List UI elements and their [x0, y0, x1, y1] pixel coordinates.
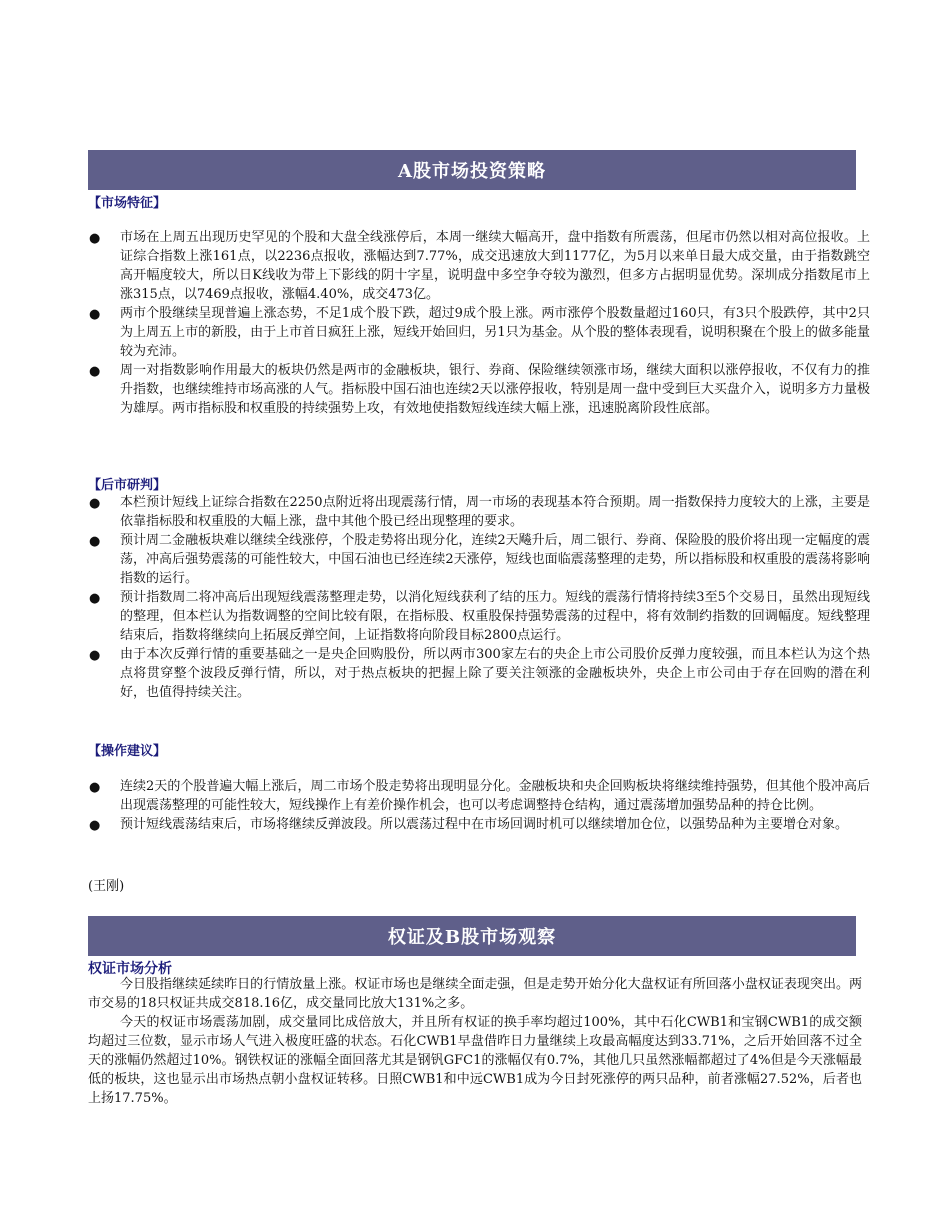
list-item: ● 本栏预计短线上证综合指数在2250点附近将出现震荡行情，周一市场的表现基本符合预期。周一指数保持力度较大的上涨，主要是依靠指标股和权重股的大幅上涨，盘中其他个股已经出现整理的要求。 — [89, 495, 870, 529]
list-item: ● 预计周二金融板块难以继续全线涨停，个股走势将出现分化，连续2天飚升后，周二银行、券商、保险股的股价将出现一定幅度的震荡，冲高后强势震荡的可能性较大，中国石油也已经连续2天涨停，短线也面临震荡整理的走势，所以指标股和权重股的震荡将影响指数的运行。 — [89, 533, 870, 586]
list-item: ● 由于本次反弹行情的重要基础之一是央企回购股份，所以两市300家左右的央企上市公司股价反弹力度较强，而且本栏认为这个热点将贯穿整个波段反弹行情，所以，对于热点板块的把握上除了要关注领涨的金融板块外，央企上市公司由于存在回购的潜在利好，也值得持续关注。 — [89, 647, 870, 700]
section-title: A股市场投资策略 — [398, 161, 546, 182]
bullet-icon: ● — [89, 648, 101, 663]
tag-market-features: 【市场特征】 — [88, 196, 167, 211]
bullet-icon: ● — [89, 231, 101, 246]
paragraph: 今天的权证市场震荡加剧，成交量同比成倍放大，并且所有权证的换手率均超过100%，其中石化CWB1和宝钢CWB1的成交额均超过三位数，显示市场人气进入极度旺盛的状态。石化CWB1早盘借昨日力量继续上攻最高幅度达到33.71%，之后开始回落不过全天的涨幅仍然超过10%。钢铁权证的涨幅全面回落尤其是钢钒GFC1的涨幅仅有0.7%，其他几只虽然涨幅都超过了4%但是今天涨幅最低的板块，这也显示出市场热点朝小盘权证转移。日照CWB1和中远CWB1成为今日封死涨停的两只品种，前者涨幅27.52%，后者也上扬17.75%。 — [88, 1015, 862, 1106]
market-outlook-list — [88, 493, 870, 702]
tag-operation-advice: 【操作建议】 — [88, 744, 167, 759]
list-item: ● 两市个股继续呈现普遍上涨态势，不足1成个股下跌，超过9成个股上涨。两市涨停个股数量超过160只，有3只个股跌停，其中2只为上周五上市的新股，由于上市首日疯狂上涨，短线开始回归，另1只为基金。从个股的整体表现看，说明积聚在个股上的做多能量较为充沛。 — [89, 306, 870, 359]
paragraph: 今日股指继续延续昨日的行情放量上涨。权证市场也是继续全面走强，但是走势开始分化大盘权证有所回落小盘权证表现突出。两市交易的18只权证共成交818.16亿，成交量同比放大131%之多。 — [88, 977, 862, 1011]
warrant-analysis-body — [0, 975, 950, 1108]
bullet-icon: ● — [89, 364, 101, 379]
section-banner-a-share — [88, 150, 856, 190]
list-item: ● 市场在上周五出现历史罕见的个股和大盘全线涨停后，本周一继续大幅高开，盘中指数有所震荡，但尾市仍然以相对高位报收。上证综合指数上涨161点，以2236点报收，涨幅达到7.77%，成交迅速放大到1177亿，为5月以来单日最大成交量，由于指数跳空高开幅度较大，所以日K线收为带上下影线的阴十字星，说明盘中多空争夺较为激烈，但多方占据明显优势。深圳成分指数尾市上涨315点，以7469点报收，涨幅4.40%，成交473亿。 — [89, 230, 870, 302]
subsection-title: 权证市场分析 — [88, 961, 172, 977]
bullet-icon: ● — [89, 534, 101, 549]
operation-advice-list — [88, 777, 870, 834]
bullet-icon: ● — [89, 818, 101, 833]
list-item: ● 预计指数周二将冲高后出现短线震荡整理走势，以消化短线获利了结的压力。短线的震荡行情将持续3至5个交易日，虽然出现短线的整理，但本栏认为指数调整的空间比较有限，在指标股、权重股保持强势震荡的过程中，将有效制约指数的回调幅度。短线整理结束后，指数将继续向上拓展反弹空间，上证指数将向阶段目标2800点运行。 — [89, 590, 870, 643]
section-title: 权证及B股市场观察 — [387, 927, 557, 948]
list-item: ● 预计短线震荡结束后，市场将继续反弹波段。所以震荡过程中在市场回调时机可以继续增加仓位，以强势品种为主要增仓对象。 — [89, 817, 849, 833]
section-banner-warrant-b-share — [88, 916, 856, 956]
list-item: ● 周一对指数影响作用最大的板块仍然是两市的金融板块，银行、券商、保险继续领涨市场，继续大面积以涨停报收，不仅有力的推升指数，也继续维持市场高涨的人气。指标股中国石油也连续2天以涨停报收，特别是周一盘中受到巨大买盘介入，说明多方力量极为雄厚。两市指标股和权重股的持续强势上攻，有效地使指数短线连续大幅上涨，迅速脱离阶段性底部。 — [89, 363, 870, 416]
bullet-icon: ● — [89, 496, 101, 511]
list-item: ● 连续2天的个股普遍大幅上涨后，周二市场个股走势将出现明显分化。金融板块和央企回购板块将继续维持强势，但其他个股冲高后出现震荡整理的可能性较大，短线操作上有差价操作机会，也可以考虑调整持仓结构，通过震荡增加强势品种的持仓比例。 — [89, 779, 870, 813]
bullet-icon: ● — [89, 307, 101, 322]
bullet-icon: ● — [89, 591, 101, 606]
author: (王刚) — [88, 879, 125, 894]
market-features-list — [88, 228, 870, 418]
bullet-icon: ● — [89, 780, 101, 795]
tag-market-outlook: 【后市研判】 — [88, 478, 167, 493]
